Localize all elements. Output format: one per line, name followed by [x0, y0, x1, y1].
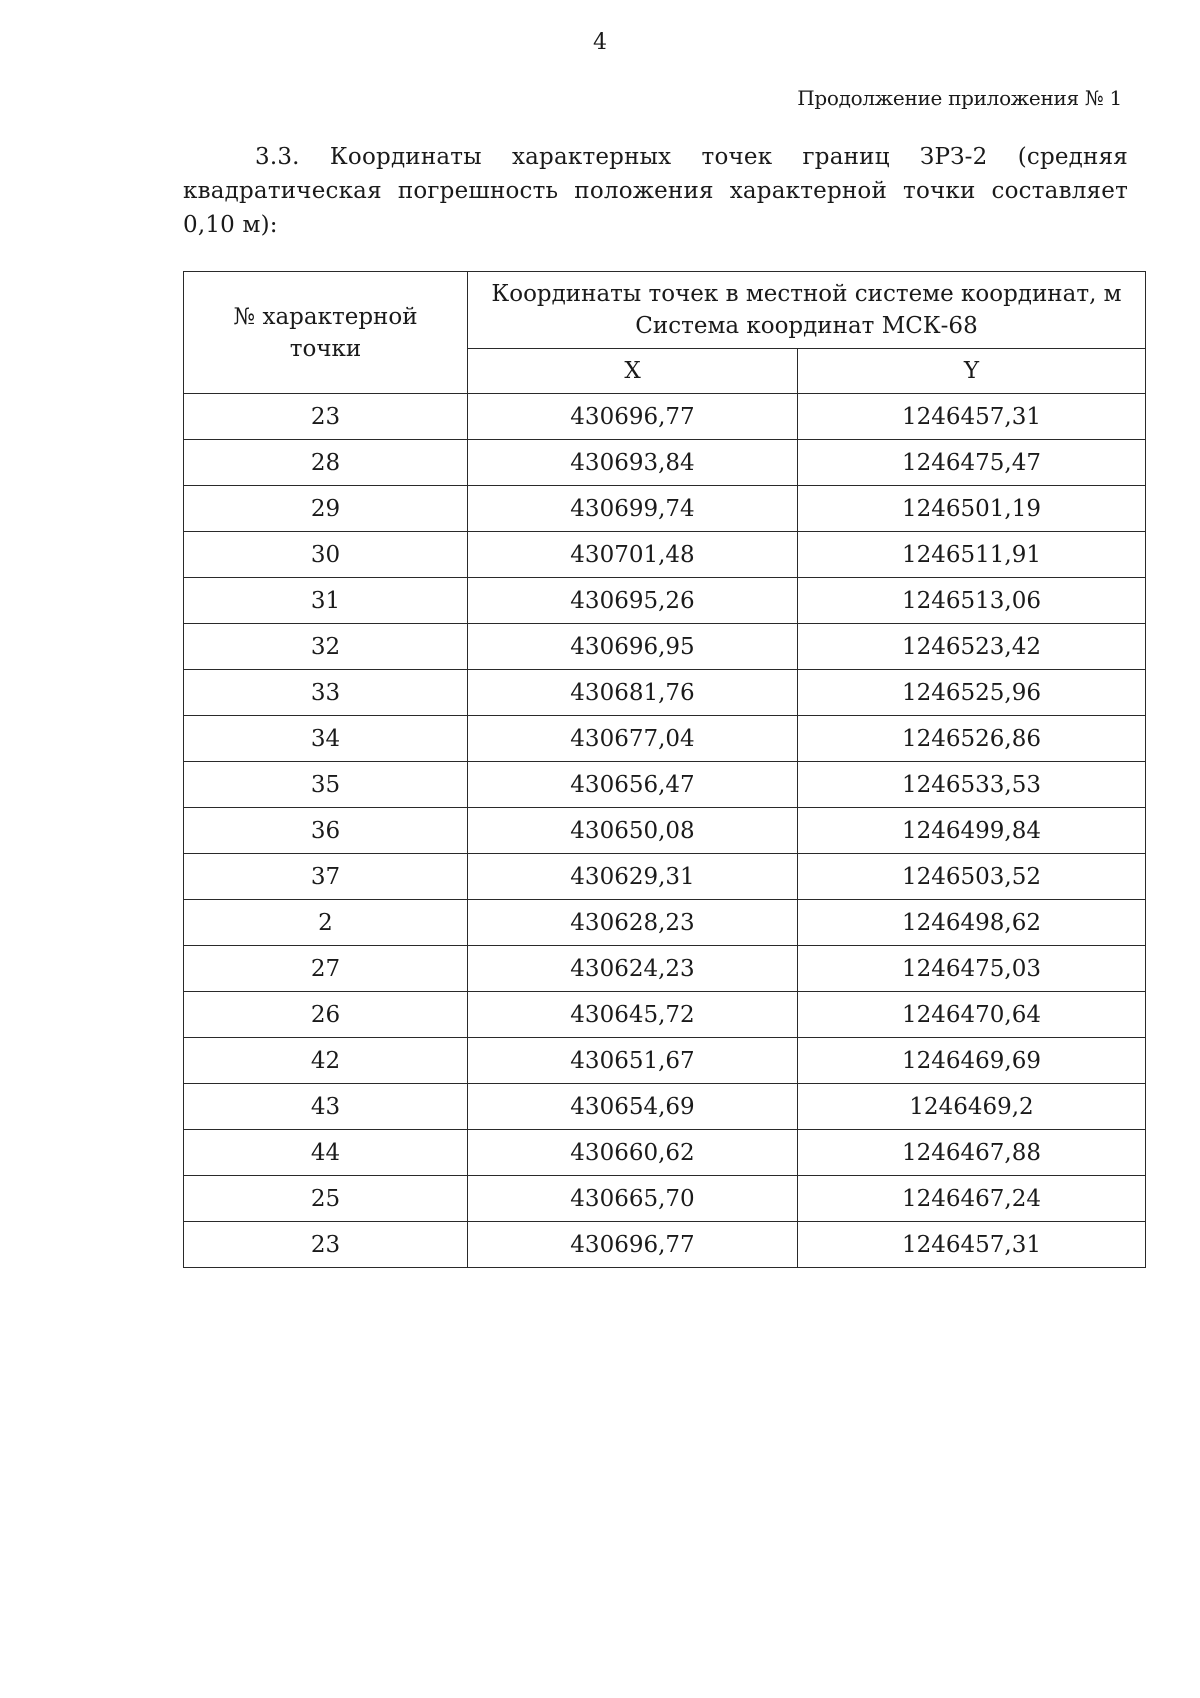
cell-x: 430654,69 — [468, 1084, 798, 1130]
page-number: 4 — [593, 30, 607, 55]
section-paragraph: 3.3. Координаты характерных точек границ ЗРЗ-2 (средняя квадратическая погрешность положения характерной точки составляет 0,10 м): — [183, 144, 1128, 238]
table-row — [184, 1038, 1146, 1084]
cell-point-number: 34 — [184, 716, 468, 762]
cell-point-number: 37 — [184, 854, 468, 900]
cell-x: 430660,62 — [468, 1130, 798, 1176]
cell-point-number: 23 — [184, 1222, 468, 1268]
cell-y: 1246533,53 — [798, 762, 1146, 808]
cell-point-number: 28 — [184, 440, 468, 486]
cell-x: 430696,77 — [468, 1222, 798, 1268]
cell-y: 1246525,96 — [798, 670, 1146, 716]
cell-x: 430656,47 — [468, 762, 798, 808]
cell-point-number: 29 — [184, 486, 468, 532]
cell-y: 1246501,19 — [798, 486, 1146, 532]
header-point-number — [184, 272, 468, 394]
cell-point-number: 31 — [184, 578, 468, 624]
cell-point-number: 2 — [184, 900, 468, 946]
cell-x: 430693,84 — [468, 440, 798, 486]
cell-x: 430701,48 — [468, 532, 798, 578]
table-row — [184, 670, 1146, 716]
table-row — [184, 578, 1146, 624]
cell-x: 430651,67 — [468, 1038, 798, 1084]
cell-point-number: 25 — [184, 1176, 468, 1222]
cell-y: 1246511,91 — [798, 532, 1146, 578]
cell-point-number: 27 — [184, 946, 468, 992]
cell-point-number: 30 — [184, 532, 468, 578]
appendix-note: Продолжение приложения № 1 — [797, 86, 1122, 110]
table-row — [184, 854, 1146, 900]
table-row — [184, 1130, 1146, 1176]
header-coordinates — [468, 272, 1146, 349]
table-row — [184, 394, 1146, 440]
cell-x: 430699,74 — [468, 486, 798, 532]
cell-y: 1246526,86 — [798, 716, 1146, 762]
table-row — [184, 532, 1146, 578]
coordinates-table — [183, 271, 1146, 1268]
cell-point-number: 33 — [184, 670, 468, 716]
cell-y: 1246503,52 — [798, 854, 1146, 900]
cell-y: 1246467,24 — [798, 1176, 1146, 1222]
cell-y: 1246475,03 — [798, 946, 1146, 992]
cell-y: 1246469,2 — [798, 1084, 1146, 1130]
cell-y: 1246513,06 — [798, 578, 1146, 624]
table-row — [184, 1176, 1146, 1222]
cell-y: 1246457,31 — [798, 1222, 1146, 1268]
table-row — [184, 486, 1146, 532]
cell-point-number: 44 — [184, 1130, 468, 1176]
cell-point-number: 43 — [184, 1084, 468, 1130]
cell-y: 1246498,62 — [798, 900, 1146, 946]
cell-x: 430696,77 — [468, 394, 798, 440]
cell-y: 1246523,42 — [798, 624, 1146, 670]
cell-x: 430681,76 — [468, 670, 798, 716]
table-row — [184, 900, 1146, 946]
cell-y: 1246499,84 — [798, 808, 1146, 854]
cell-x: 430624,23 — [468, 946, 798, 992]
table-row — [184, 992, 1146, 1038]
header-point-number-line2: точки — [289, 335, 362, 362]
table-row — [184, 1084, 1146, 1130]
cell-point-number: 23 — [184, 394, 468, 440]
header-coordinates-line1: Координаты точек в местной системе координат, м — [491, 281, 1122, 307]
cell-x: 430650,08 — [468, 808, 798, 854]
cell-x: 430645,72 — [468, 992, 798, 1038]
table-row — [184, 946, 1146, 992]
cell-y: 1246467,88 — [798, 1130, 1146, 1176]
table-row — [184, 716, 1146, 762]
table-row — [184, 440, 1146, 486]
table-row — [184, 762, 1146, 808]
cell-y: 1246470,64 — [798, 992, 1146, 1038]
header-y: Y — [798, 349, 1146, 394]
cell-x: 430629,31 — [468, 854, 798, 900]
cell-x: 430665,70 — [468, 1176, 798, 1222]
cell-point-number: 42 — [184, 1038, 468, 1084]
cell-point-number: 32 — [184, 624, 468, 670]
cell-point-number: 35 — [184, 762, 468, 808]
table-body — [184, 394, 1146, 1268]
cell-point-number: 36 — [184, 808, 468, 854]
cell-y: 1246469,69 — [798, 1038, 1146, 1084]
cell-x: 430696,95 — [468, 624, 798, 670]
cell-x: 430677,04 — [468, 716, 798, 762]
table-row — [184, 1222, 1146, 1268]
table-row — [184, 808, 1146, 854]
header-coordinates-line2: Система координат МСК-68 — [635, 313, 978, 339]
table-row — [184, 624, 1146, 670]
cell-point-number: 26 — [184, 992, 468, 1038]
header-x: X — [468, 349, 798, 394]
cell-x: 430695,26 — [468, 578, 798, 624]
cell-y: 1246475,47 — [798, 440, 1146, 486]
cell-x: 430628,23 — [468, 900, 798, 946]
header-point-number-line1: № характерной — [233, 303, 418, 330]
cell-y: 1246457,31 — [798, 394, 1146, 440]
